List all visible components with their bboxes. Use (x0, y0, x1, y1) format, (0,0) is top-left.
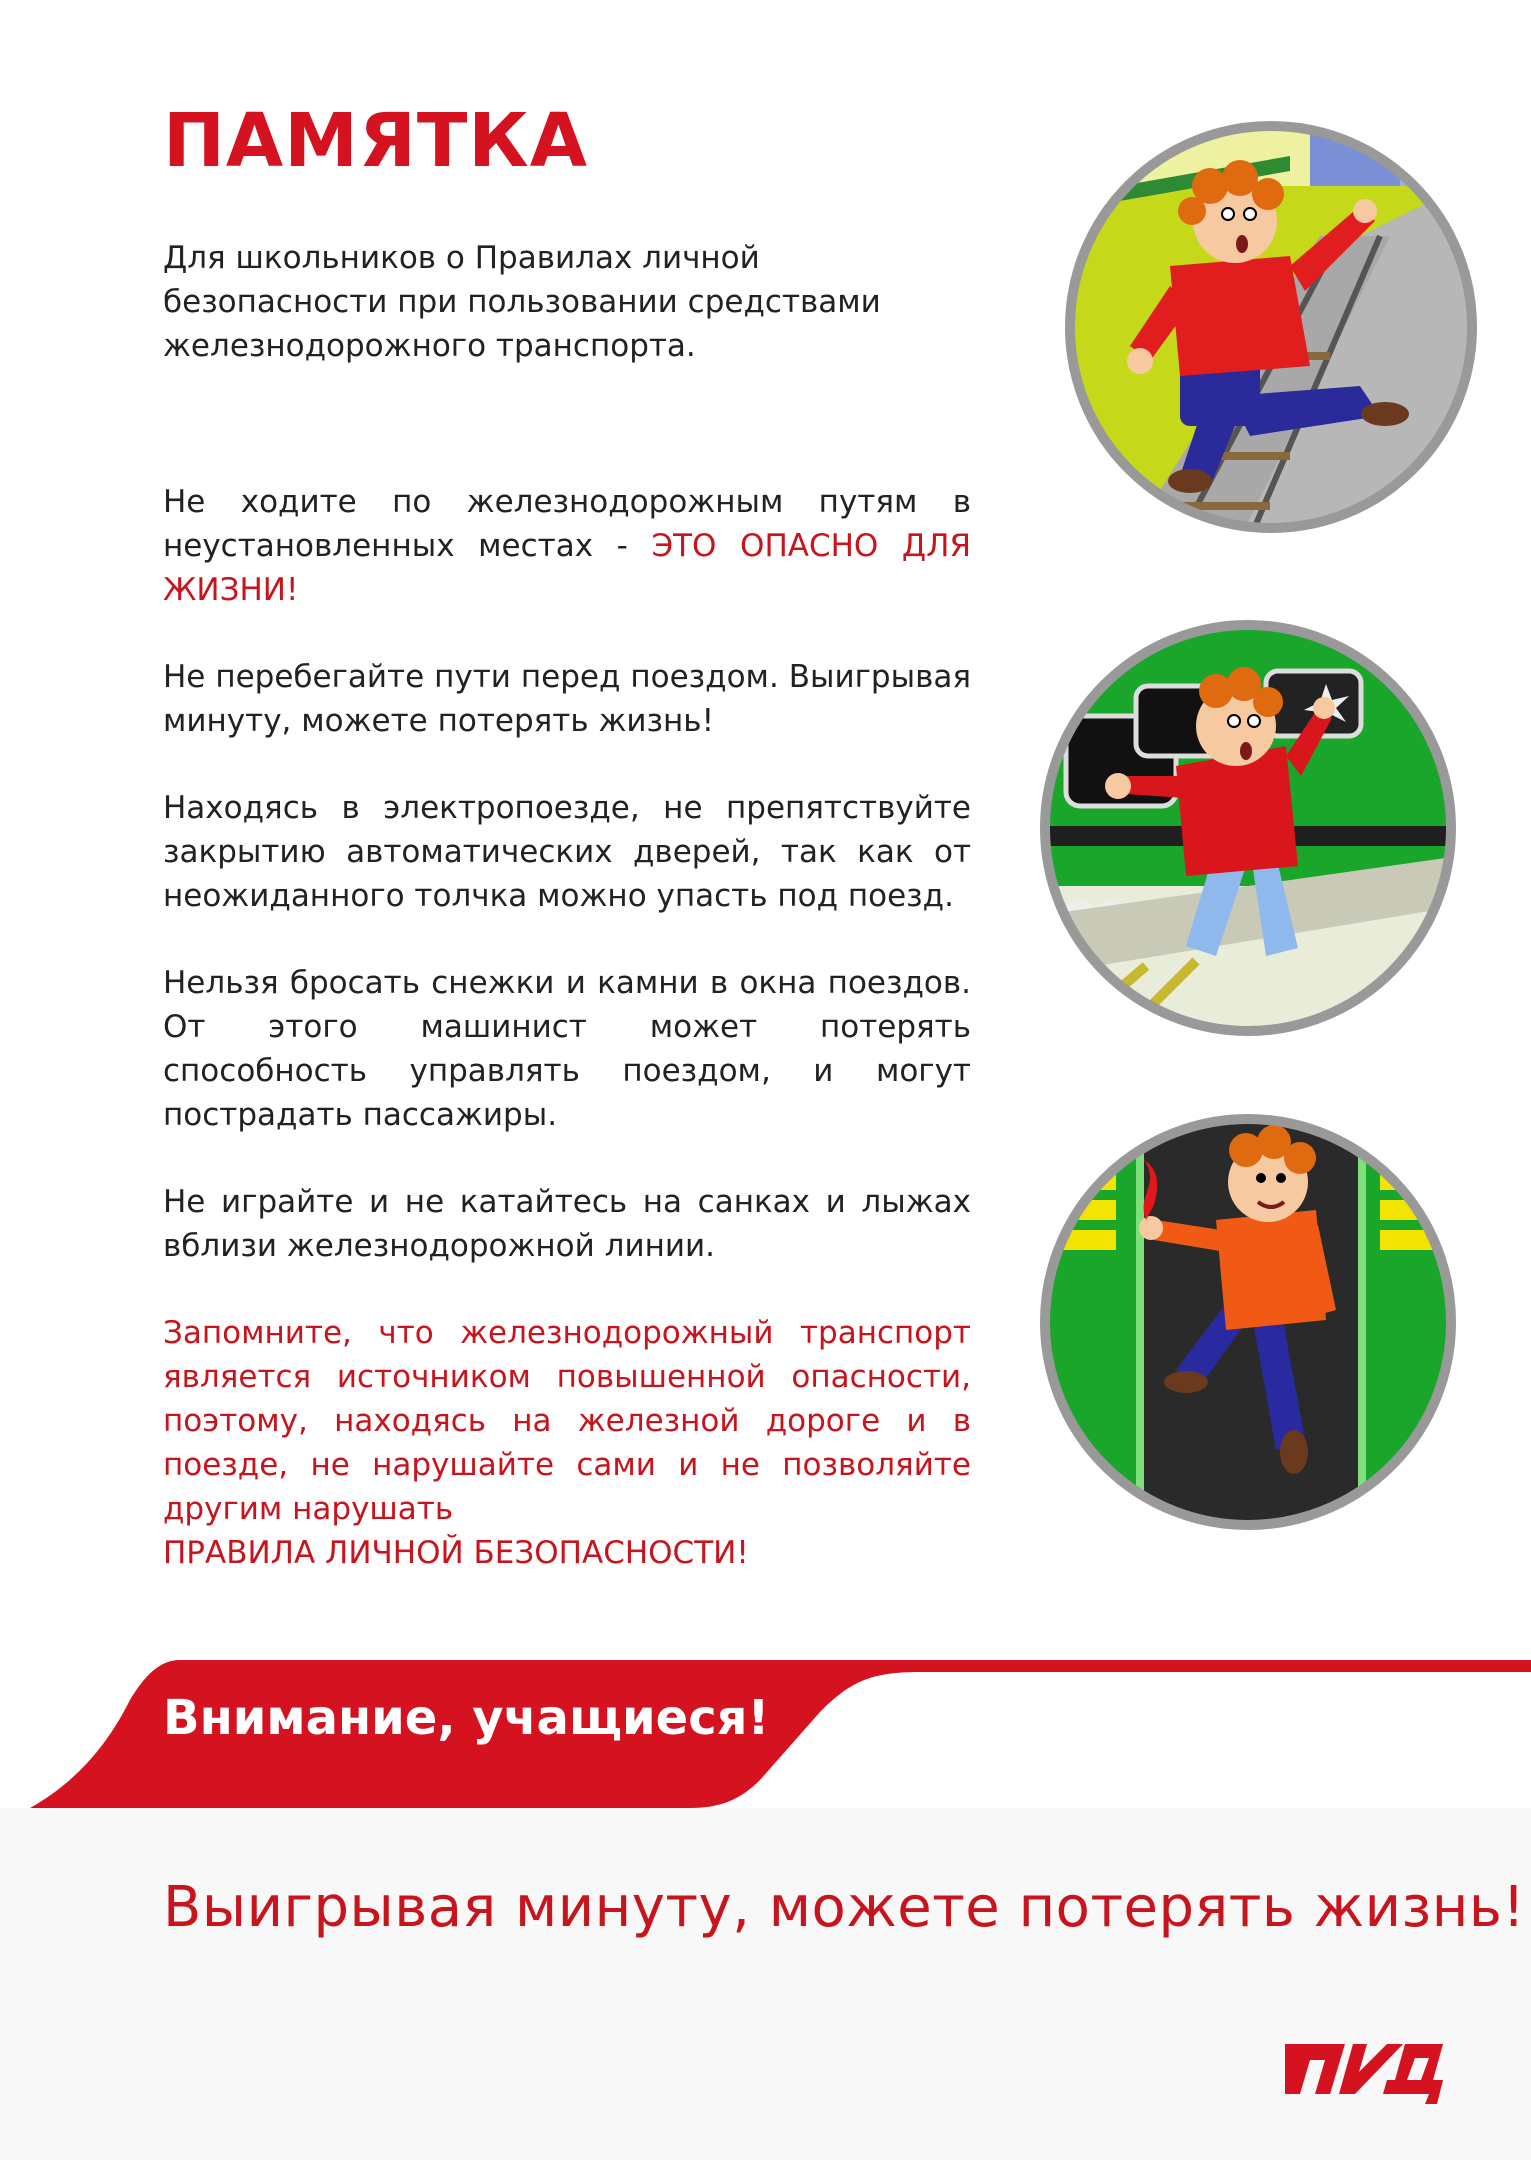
rule-1-text: Не ходите по железнодорожным путям в неустановленных местах - (163, 484, 971, 564)
rule-1-danger: ЭТО ОПАСНО ДЛЯ ЖИЗНИ! (163, 528, 971, 608)
rzd-logo (1275, 2024, 1455, 2118)
banner-title: Внимание, учащиеся! (163, 1690, 770, 1746)
warning-caps: ПРАВИЛА ЛИЧНОЙ БЕЗОПАСНОСТИ! (163, 1535, 749, 1571)
subtitle: Для школьников о Правилах личной безопасности при пользовании средствами железнодорожного транспорта. (163, 240, 881, 364)
rules-list (163, 480, 971, 1575)
warning-text: Запомните, что железнодорожный транспорт является источником повышенной опасности, поэтому, находясь на железной дороге и в поезде, не нарушайте сами и не позволяйте другим нарушать (163, 1315, 971, 1527)
illustration-crossing-before-train (1036, 616, 1460, 1040)
rule-2: Не перебегайте пути перед поездом. Выигрывая минуту, можете потерять жизнь! (163, 659, 971, 739)
slogan: Выигрывая минуту, можете потерять жизнь! (163, 1875, 1526, 1940)
page-title: ПАМЯТКА (163, 98, 589, 184)
illustration-walking-on-tracks (1060, 116, 1482, 538)
rule-4: Нельзя бросать снежки и камни в окна поездов. От этого машинист может потерять способность управлять поездом, и могут пострадать пассажиры. (163, 965, 971, 1133)
rule-3: Находясь в электропоезде, не препятствуйте закрытию автоматических дверей, так как от неожиданного толчка можно упасть под поезд. (163, 790, 971, 914)
rule-1 (163, 480, 971, 612)
rule-5: Не играйте и не катайтесь на санках и лыжах вблизи железнодорожной линии. (163, 1184, 971, 1264)
illustration-blocking-doors (1036, 1110, 1460, 1534)
warning (163, 1311, 971, 1575)
